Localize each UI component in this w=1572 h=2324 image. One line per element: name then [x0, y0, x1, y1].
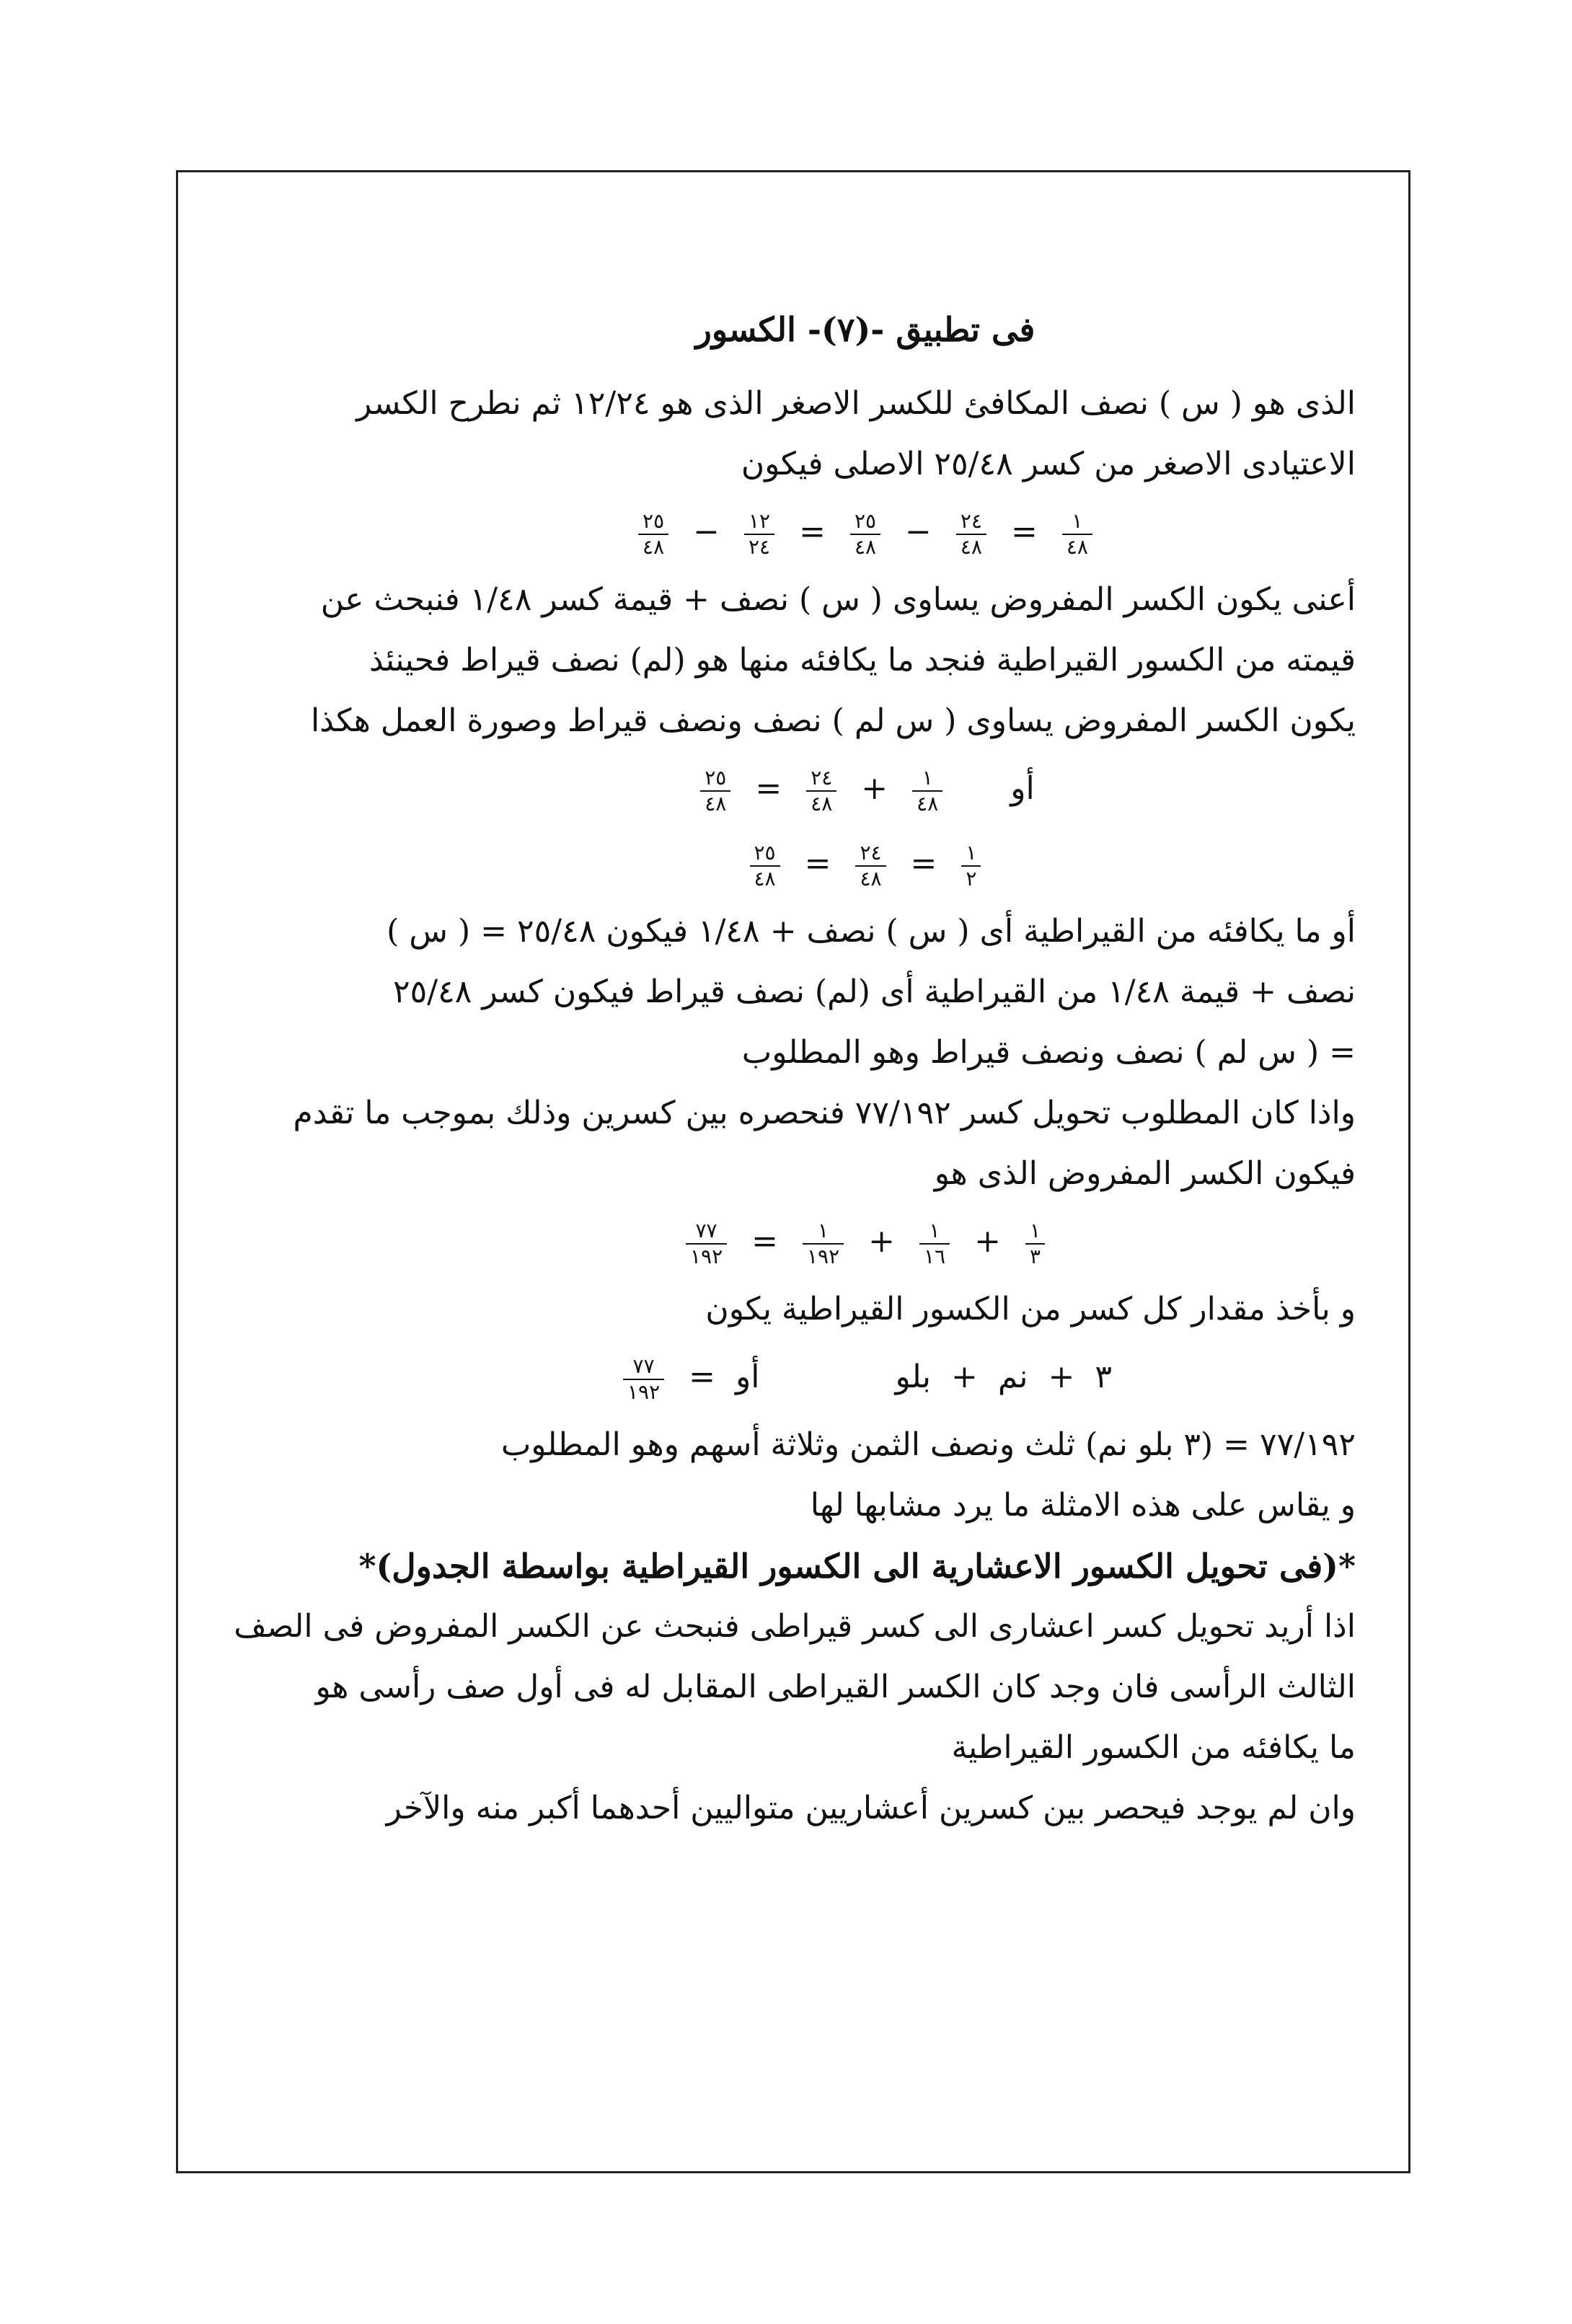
fraction: $\frac{١}{١٩٢}$ — [803, 1219, 844, 1269]
text-line: ما يكافئه من الكسور القيراطية — [951, 1729, 1356, 1766]
text-line: واذا كان المطلوب تحويل كسر ٧٧/١٩٢ فنحصره بين كسرين وذلك بموجب ما تقدم — [293, 1095, 1356, 1131]
fraction: $\frac{١}{٤٨}$ — [912, 766, 942, 816]
page-content — [234, 310, 1356, 2026]
equation-5: $\frac{٧٧}{١٩٢}$ = ٣ + نم + بلو أو — [375, 1340, 1356, 1415]
fraction: $\frac{٢٥}{٤٨}$ — [700, 766, 730, 816]
text-line: الثالث الرأسى فان وجد كان الكسر القيراطى المقابل له فى أول صف رأسى هو — [315, 1669, 1356, 1705]
text-line: الذى هو ( س ) نصف المكافئ للكسر الاصغر الذى هو ١٢/٢٤ ثم نطرح الكسر — [356, 385, 1356, 422]
text-line: وان لم يوجد فيحصر بين كسرين أعشاريين متواليين أحدهما أكبر منه والآخر — [386, 1790, 1356, 1826]
text-line: قيمته من الكسور القيراطية فنجد ما يكافئه منها هو (لم) نصف قيراط فحينئذ — [368, 642, 1356, 679]
text-line: ٧٧/١٩٢ = (٣ بلو نم) ثلث ونصف الثمن وثلاثة أسهم وهو المطلوب — [500, 1426, 1356, 1463]
fraction: $\frac{٢٤}{٤٨}$ — [956, 509, 986, 560]
page-heading: فى تطبيق -(٧)- الكسور — [695, 310, 1036, 349]
fraction: $\frac{٢٤}{٤٨}$ — [806, 766, 836, 816]
text-line: أو ما يكافئه من القيراطية أى ( س ) نصف + ١/٤٨ فيكون ٢٥/٤٨ = ( س ) — [387, 913, 1356, 950]
fraction: $\frac{٢٤}{٤٨}$ — [855, 841, 886, 891]
fraction: $\frac{٧٧}{١٩٢}$ — [686, 1219, 727, 1269]
fraction: $\frac{١}{٣}$ — [1025, 1219, 1045, 1269]
equation-4: $\frac{٧٧}{١٩٢}$ = $\frac{١}{١٩٢}$ + $\frac{١}{١٦}$ + $\frac{١}{٣}$ — [375, 1204, 1356, 1279]
text-line: اذا أريد تحويل كسر اعشارى الى كسر قيراطى فنبحث عن الكسر المفروض فى الصف — [234, 1608, 1356, 1645]
or-word: أو — [736, 1358, 760, 1395]
fraction: $\frac{١}{٢}$ — [961, 841, 981, 891]
fraction: $\frac{١٢}{٢٤}$ — [744, 509, 774, 560]
equation-3: $\frac{٢٥}{٤٨}$ = $\frac{٢٤}{٤٨}$ = $\frac{١}{٢}$ — [375, 826, 1356, 901]
text-line: أعنى يكون الكسر المفروض يساوى ( س ) نصف + قيمة كسر ١/٤٨ فنبحث عن — [320, 581, 1356, 618]
fraction: $\frac{٢٥}{٤٨}$ — [850, 509, 880, 560]
fraction: $\frac{٢٥}{٤٨}$ — [750, 841, 780, 891]
or-word: أو — [1010, 770, 1035, 807]
fraction: $\frac{٢٥}{٤٨}$ — [638, 509, 668, 560]
fraction: $\frac{١}{٤٨}$ — [1062, 509, 1092, 560]
fraction: $\frac{٧٧}{١٩٢}$ — [623, 1354, 664, 1405]
text-line: و يقاس على هذه الامثلة ما يرد مشابها لها — [810, 1487, 1356, 1524]
equation-1: $\frac{٢٥}{٤٨}$ − $\frac{١٢}{٢٤}$ = $\frac{٢٥}{٤٨}$ − $\frac{٢٤}{٤٨}$ = $\frac{١}{٤٨}$ — [375, 495, 1356, 570]
text-line: و بأخذ مقدار كل كسر من الكسور القيراطية يكون — [705, 1291, 1356, 1327]
section-subheading: *(فى تحويل الكسور الاعشارية الى الكسور القيراطية بواسطة الجدول)* — [358, 1547, 1356, 1586]
text-line: فيكون الكسر المفروض الذى هو — [934, 1155, 1356, 1192]
text-line: = ( س لم ) نصف ونصف قيراط وهو المطلوب — [741, 1034, 1356, 1071]
text-line: الاعتيادى الاصغر من كسر ٢٥/٤٨ الاصلى فيكون — [741, 446, 1356, 482]
fraction: $\frac{١}{١٦}$ — [919, 1219, 950, 1269]
equation-2: $\frac{٢٥}{٤٨}$ = $\frac{٢٤}{٤٨}$ + $\frac{١}{٤٨}$ أو — [375, 751, 1356, 826]
text-line: نصف + قيمة ١/٤٨ من القيراطية أى (لم) نصف قيراط فيكون كسر ٢٥/٤٨ — [393, 973, 1356, 1010]
text-line: يكون الكسر المفروض يساوى ( س لم ) نصف ونصف قيراط وصورة العمل هكذا — [311, 702, 1356, 739]
